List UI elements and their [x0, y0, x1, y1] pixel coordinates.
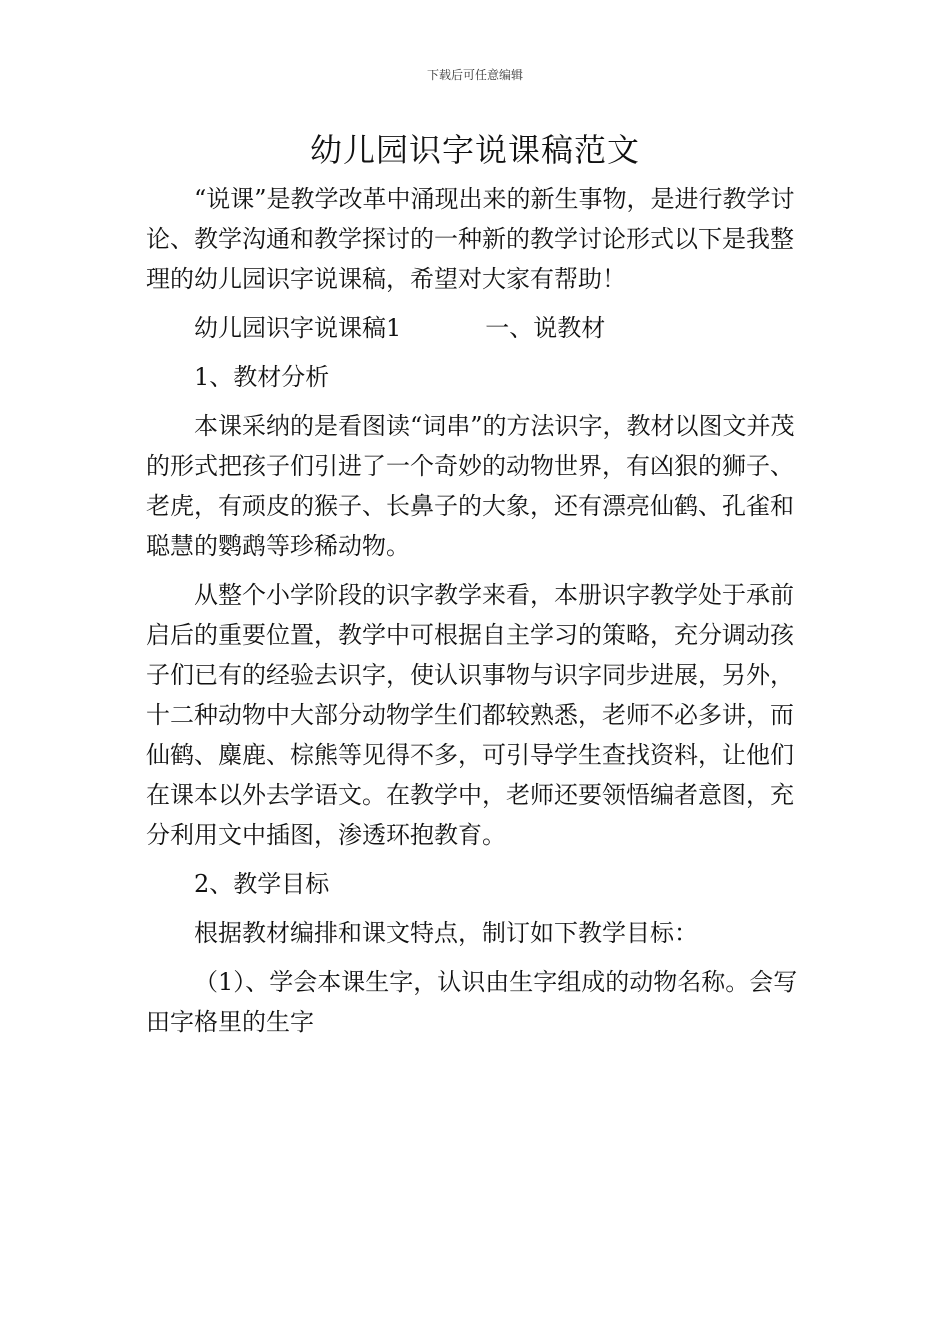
- section-heading-title: 幼儿园识字说课稿1: [194, 314, 402, 342]
- paragraph-goal-1: （1）、学会本课生字，认识由生字组成的动物名称。会写田字格里的生字: [146, 968, 798, 1036]
- paragraph-analysis: 本课采纳的是看图读“词串”的方法识字，教材以图文并茂的形式把孩子们引进了一个奇妙的动物世界，有凶狠的狮子、老虎，有顽皮的猴子、长鼻子的大象，还有漂亮仙鹤、孔雀和聪慧的鹦鹉等珍稀动物。: [146, 412, 795, 560]
- paragraph-stage: 从整个小学阶段的识字教学来看，本册识字教学处于承前启后的重要位置，教学中可根据自主学习的策略，充分调动孩子们已有的经验去识字，使认识事物与识字同步进展，另外，十二种动物中大部分动物学生们都较熟悉，老师不必多讲，而仙鹤、麋鹿、棕熊等见得不多，可引导学生查找资料，让他们在课本以外去学语文。在教学中，老师还要领悟编者意图，充分利用文中插图，渗透环抱教育。: [146, 581, 794, 849]
- sub-heading-analysis: 1、教材分析: [194, 363, 330, 391]
- intro-paragraph: “说课”是教学改革中涌现出来的新生事物，是进行教学讨论、教学沟通和教学探讨的一种新的教学讨论形式以下是我整理的幼儿园识字说课稿，希望对大家有帮助！: [146, 185, 795, 293]
- document-body: [146, 179, 810, 1042]
- section-heading-line: [146, 308, 810, 348]
- section-heading-subtitle: 一、说教材: [485, 314, 606, 342]
- document-title: 幼儿园识字说课稿范文: [309, 131, 640, 169]
- page-header-note: 下载后可任意编辑: [426, 68, 523, 82]
- paragraph-goals-intro: 根据教材编排和课文特点，制订如下教学目标：: [194, 919, 698, 947]
- sub-heading-goals: 2、教学目标: [194, 870, 330, 898]
